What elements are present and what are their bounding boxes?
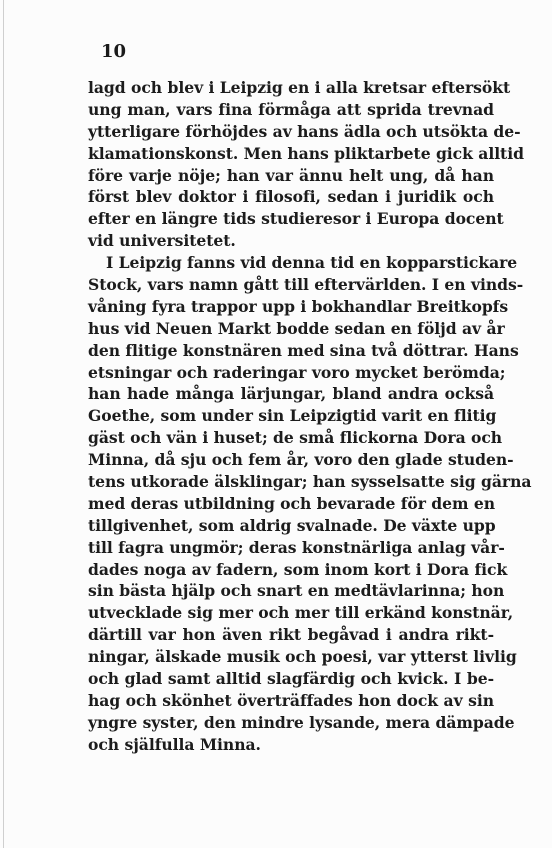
text-line: yngre syster, den mindre lysande, mera dämpade: [88, 712, 515, 732]
text-line: lagd och blev i Leipzig en i alla kretsar eftersökt: [88, 78, 511, 97]
text-line: Minna, då sju och fem år, voro den glade studen-: [88, 450, 514, 470]
text-line: sin bästa hjälp och snart en medtävlarinna; hon: [88, 581, 505, 601]
text-line: efter en längre tids studieresor i Europa docent: [88, 209, 504, 229]
text-line: först blev doktor i filosofi, sedan i juridik och: [88, 187, 494, 207]
text-line: och själfulla Minna.: [88, 734, 261, 754]
text-line: den flitige konstnären med sina två döttrar. Hans: [88, 340, 519, 360]
text-line: ung man, vars fina förmåga att sprida trevnad: [88, 99, 494, 119]
text-line: ytterligare förhöjdes av hans ädla och utsökta de-: [88, 121, 521, 141]
text-line: han hade många lärjungar, bland andra också: [88, 384, 494, 404]
text-line: hag och skönhet överträffades hon dock av sin: [88, 690, 494, 710]
text-line: dades noga av fadern, som inom kort i Dora fick: [88, 559, 508, 579]
paragraph: [88, 77, 524, 252]
text-line: ningar, älskade musik och poesi, var ytterst livlig: [88, 647, 517, 667]
text-line: utvecklade sig mer och mer till erkänd konstnär,: [88, 603, 514, 623]
text-line: klamationskonst. Men hans pliktarbete gick alltid: [88, 143, 524, 163]
text-line: Stock, vars namn gått till eftervärlden. I en vinds-: [88, 275, 524, 295]
text-line: med deras utbildning och bevarade för dem en: [88, 493, 496, 513]
page-number: 10: [101, 41, 127, 62]
text-line: tens utkorade älsklingar; han sysselsatte sig gärna: [88, 472, 532, 492]
text-line: gäst och vän i huset; de små flickorna Dora och: [88, 428, 503, 448]
text-line: I Leipzig fanns vid denna tid en kopparstickare: [106, 253, 518, 273]
text-line: hus vid Neuen Markt bodde sedan en följd av år: [88, 318, 505, 338]
scan-edge: [3, 0, 4, 848]
text-line: Goethe, som under sin Leipzigtid varit en flitig: [88, 406, 497, 426]
paragraph: [88, 252, 532, 755]
text-line: etsningar och raderingar voro mycket berömda;: [88, 362, 506, 382]
text-line: därtill var hon även rikt begåvad i andra rikt-: [88, 625, 494, 645]
text-line: tillgivenhet, som aldrig svalnade. De växte upp: [88, 515, 496, 535]
text-line: före varje nöje; han var ännu helt ung, då han: [88, 165, 494, 185]
text-line: vid universitetet.: [88, 231, 236, 251]
text-line: till fagra ungmör; deras konstnärliga anlag vår-: [88, 537, 505, 557]
text-line: och glad samt alltid slagfärdig och kvick. I be-: [88, 669, 494, 689]
text-line: våning fyra trappor upp i bokhandlar Breitkopfs: [88, 296, 509, 316]
body-text: [88, 77, 532, 756]
